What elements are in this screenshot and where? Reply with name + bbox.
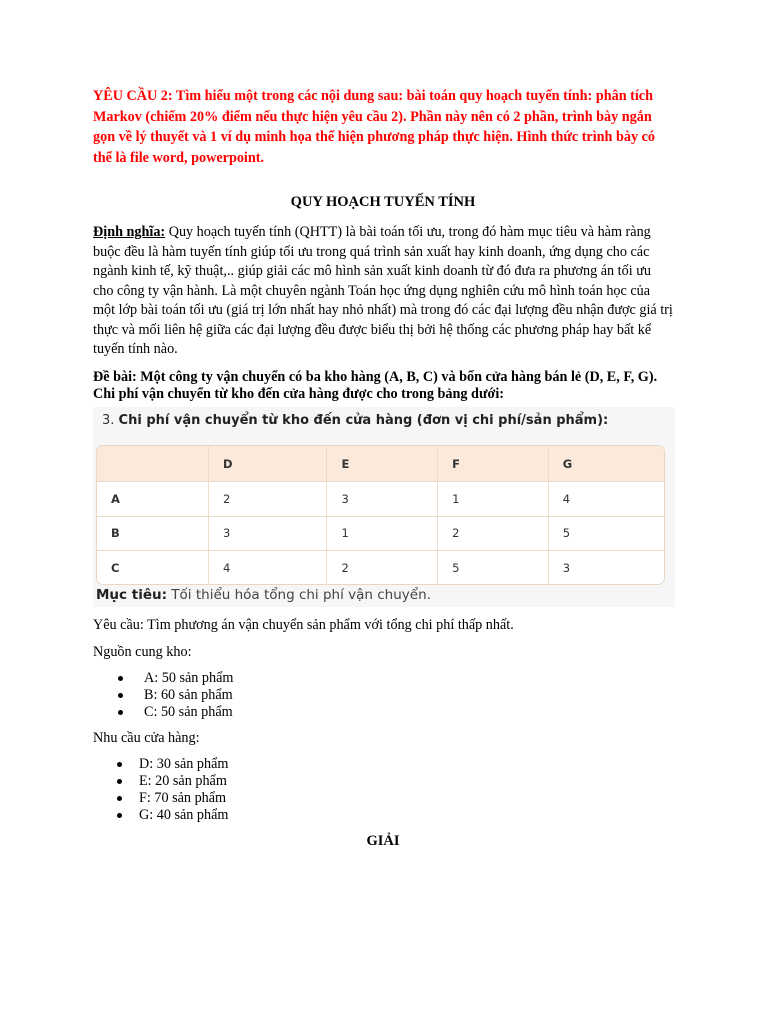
goal-text: Tối thiểu hóa tổng chi phí vận chuyển. xyxy=(167,587,431,603)
problem-statement: Đề bài: Một công ty vận chuyển có ba kho hàng (A, B, C) và bốn cửa hàng bán lẻ (D, E, F, G). Chi phí vận chuyển từ kho đến cửa hàng được cho trong bảng dưới: xyxy=(93,369,658,402)
bullet-icon xyxy=(118,693,123,698)
list-item-text: B: 60 sản phẩm xyxy=(144,687,233,703)
table-cell: 2 xyxy=(327,551,438,585)
list-item-text: E: 20 sản phẩm xyxy=(139,773,227,789)
definition-label: Định nghĩa: xyxy=(93,224,166,240)
table-cell: B xyxy=(97,516,209,551)
table-cell: 3 xyxy=(548,551,664,585)
list-item xyxy=(93,773,228,790)
list-item xyxy=(93,670,233,687)
table-header-row xyxy=(97,446,664,482)
list-item-text: F: 70 sản phẩm xyxy=(139,790,227,806)
goal-label: Mục tiêu: xyxy=(96,587,167,603)
table-cell: 5 xyxy=(548,516,664,551)
table-caption-number: 3. xyxy=(102,413,115,428)
table-row xyxy=(97,516,664,551)
bullet-icon xyxy=(117,779,122,784)
table-caption-text: Chi phí vận chuyển từ kho đến cửa hàng (đơn vị chi phí/sản phẩm): xyxy=(118,413,609,428)
document-page xyxy=(93,86,673,402)
table-cell: 2 xyxy=(438,516,549,551)
table-cell: 1 xyxy=(438,482,549,517)
table-cell: 2 xyxy=(209,482,327,517)
table-header-cell: G xyxy=(548,446,664,482)
embedded-cost-table-image xyxy=(93,407,675,607)
table-cell: C xyxy=(97,551,209,585)
list-item-text: A: 50 sản phẩm xyxy=(144,670,234,686)
bullet-icon xyxy=(118,676,123,681)
demand-list xyxy=(93,756,228,824)
table-cell: 3 xyxy=(209,516,327,551)
definition-text: Quy hoạch tuyến tính (QHTT) là bài toán tối ưu, trong đó hàm mục tiêu và hàm ràng buộc đều là hàm tuyến tính giúp tối ưu trong quá trình sản xuất hay kinh doanh, ứng dụng cho các ngành kinh tế, kỹ thuật,.. giúp giải các mô hình sản xuất kinh doanh từ đó đưa ra phương án tối ưu cho công ty vận hành. Là một chuyên ngành Toán học ứng dụng nghiên cứu mô hình toán học của một lớp bài toán tối ưu (giá trị lớn nhất hay nhỏ nhất) mà trong đó các đại lượng đều nhận được giá trị thực và mối liên hệ giữa các đại lượng đều được biểu thị bởi hệ thống các phương pháp hay bất kể tuyến tính nào. xyxy=(93,224,673,357)
bullet-icon xyxy=(117,813,122,818)
bullet-icon xyxy=(118,710,123,715)
table-header-cell xyxy=(97,446,209,482)
demand-heading: Nhu cầu cửa hàng: xyxy=(93,730,200,746)
list-item xyxy=(93,687,233,704)
table-header-cell: E xyxy=(327,446,438,482)
table-header-cell: D xyxy=(209,446,327,482)
list-item xyxy=(93,704,233,721)
table-cell: A xyxy=(97,482,209,517)
cost-table xyxy=(96,445,665,585)
list-item-text: D: 30 sản phẩm xyxy=(139,756,229,772)
list-item xyxy=(93,807,228,824)
table-cell: 4 xyxy=(209,551,327,585)
table-cell: 1 xyxy=(327,516,438,551)
goal-line xyxy=(96,587,431,603)
supply-heading: Nguồn cung kho: xyxy=(93,644,192,660)
table-cell: 4 xyxy=(548,482,664,517)
solution-heading: GIẢI xyxy=(366,833,400,849)
bullet-icon xyxy=(117,796,122,801)
supply-list xyxy=(93,670,233,721)
requirement-text: YÊU CẦU 2: Tìm hiểu một trong các nội dung sau: bài toán quy hoạch tuyến tính: phân tích Markov (chiếm 20% điểm nếu thực hiện yêu cầu 2). Phần này nên có 2 phần, trình bày ngắn gọn về lý thuyết và 1 ví dụ minh họa thể hiện phương pháp thực hiện. Hình thức trình bày có thể là file word, powerpoint. xyxy=(93,88,655,166)
definition-paragraph xyxy=(93,223,673,360)
list-item-text: G: 40 sản phẩm xyxy=(139,807,229,823)
bullet-icon xyxy=(117,762,122,767)
list-item xyxy=(93,756,228,773)
table-header-cell: F xyxy=(438,446,549,482)
list-item-text: C: 50 sản phẩm xyxy=(144,704,233,720)
table-cell: 5 xyxy=(438,551,549,585)
request-text: Yêu cầu: Tìm phương án vận chuyển sản phẩm với tổng chi phí thấp nhất. xyxy=(93,617,514,633)
table-cell: 3 xyxy=(327,482,438,517)
section-title: QUY HOẠCH TUYẾN TÍNH xyxy=(290,194,476,210)
table-row xyxy=(97,482,664,517)
table-row xyxy=(97,551,664,585)
table-caption xyxy=(102,413,608,428)
list-item xyxy=(93,790,228,807)
